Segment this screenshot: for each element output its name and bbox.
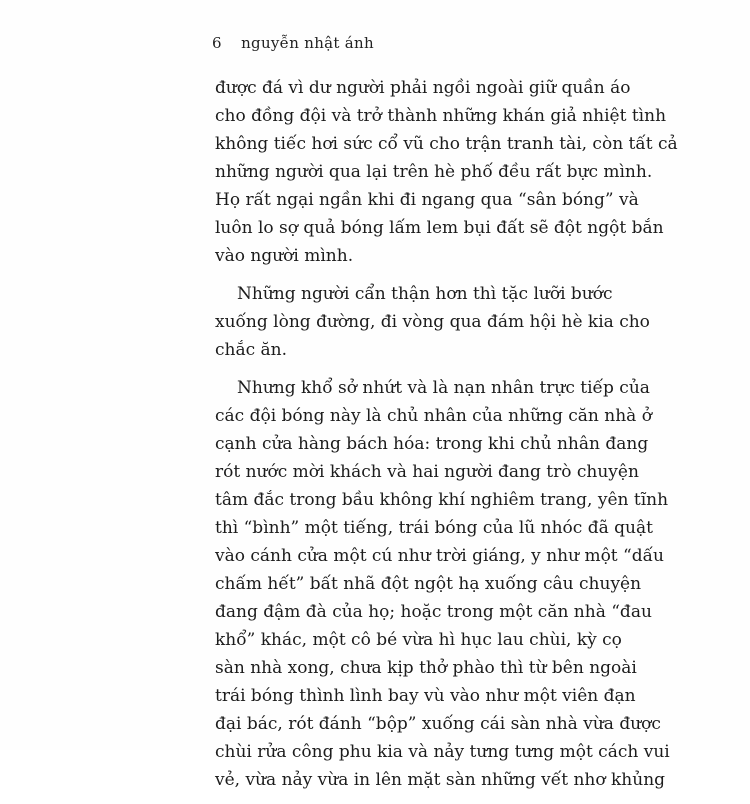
paragraph-1 bbox=[215, 74, 678, 270]
text-line: cho đồng đội và trở thành những khán giả nhiệt tình bbox=[215, 106, 667, 126]
body-text bbox=[215, 74, 678, 804]
text-line: rót nước mời khách và hai người đang trò chuyện bbox=[215, 462, 639, 482]
page-number: 6 bbox=[212, 34, 222, 52]
text-line: Nhưng khổ sở nhứt và là nạn nhân trực tiếp của bbox=[237, 378, 650, 398]
text-line: luôn lo sợ quả bóng lấm lem bụi đất sẽ đột ngột bắn bbox=[215, 218, 664, 238]
text-line: không tiếc hơi sức cổ vũ cho trận tranh tài, còn tất cả bbox=[215, 134, 678, 154]
text-line: chấm hết” bất nhã đột ngột hạ xuống câu chuyện bbox=[215, 574, 642, 594]
text-line: các đội bóng này là chủ nhân của những căn nhà ở bbox=[215, 406, 652, 426]
text-line: chùi rửa công phu kia và nảy tưng tưng một cách vui bbox=[215, 742, 670, 762]
text-line: Họ rất ngại ngần khi đi ngang qua “sân bóng” và bbox=[215, 190, 639, 210]
text-line: trái bóng thình lình bay vù vào như một viên đạn bbox=[215, 686, 636, 706]
author-name: nguyễn nhật ánh bbox=[241, 34, 374, 52]
text-line: vào người mình. bbox=[215, 246, 354, 266]
text-line: vẻ, vừa nảy vừa in lên mặt sàn những vết nhơ khủng bbox=[215, 770, 666, 790]
text-line: những người qua lại trên hè phố đều rất bực mình. bbox=[215, 162, 653, 182]
running-head bbox=[212, 34, 374, 52]
text-line: sàn nhà xong, chưa kịp thở phào thì từ bên ngoài bbox=[215, 658, 637, 678]
text-line: xuống lòng đường, đi vòng qua đám hội hè kia cho bbox=[215, 312, 650, 332]
text-line: khổ” khác, một cô bé vừa hì hục lau chùi, kỳ cọ bbox=[215, 630, 622, 650]
text-line: thì “bình” một tiếng, trái bóng của lũ nhóc đã quật bbox=[215, 518, 653, 538]
text-line: tâm đắc trong bầu không khí nghiêm trang, yên tĩnh bbox=[215, 490, 669, 510]
paragraph-3 bbox=[215, 374, 670, 794]
paragraph-2 bbox=[215, 280, 650, 364]
text-line: đang đậm đà của họ; hoặc trong một căn nhà “đau bbox=[215, 602, 652, 622]
text-line: được đá vì dư người phải ngồi ngoài giữ quần áo bbox=[215, 78, 631, 98]
text-line: đại bác, rót đánh “bộp” xuống cái sàn nhà vừa được bbox=[215, 714, 661, 734]
text-line: cạnh cửa hàng bách hóa: trong khi chủ nhân đang bbox=[215, 434, 649, 454]
text-line: Những người cẩn thận hơn thì tặc lưỡi bước bbox=[237, 284, 613, 304]
text-line: vào cánh cửa một cú như trời giáng, y như một “dấu bbox=[215, 546, 664, 566]
text-line: chắc ăn. bbox=[215, 340, 288, 360]
